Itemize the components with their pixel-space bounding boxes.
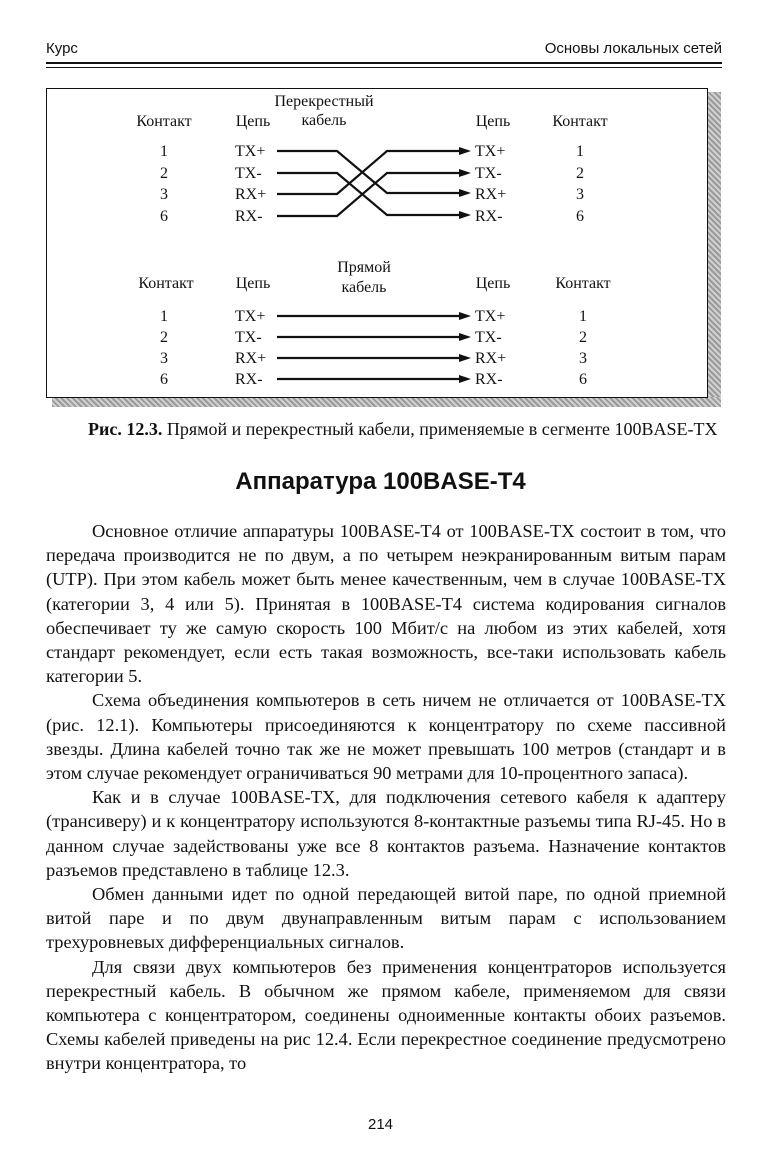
figure-caption (88, 418, 728, 440)
straight-col-contact-right: Контакт (555, 275, 611, 292)
paragraph: Как и в случае 100BASE-TX, для подключения сетевого кабеля к адаптеру (трансиверу) и к концентратору используются 8-контактные разъемы типа RJ-45. Но в данном случае задействованы уже все 8 контактов разъема. Назначение контактов разъемов представлено в таблице 12.3. (46, 787, 726, 880)
body-text (46, 519, 726, 1076)
straight-chain-left: RX+ (235, 350, 267, 367)
straight-chain-right: TX+ (475, 308, 506, 325)
paragraph: Схема объединения компьютеров в сеть ничем не отличается от 100BASE-TX (рис. 12.1). Компьютеры присоединяются к концентратору по схеме пассивной звезды. Длина кабелей точно так же не может превышать 100 метров (стандарт и в этом случае рекомендует ограничиваться 90 метрами для 10-процентного запаса). (46, 690, 726, 784)
running-header (46, 40, 722, 60)
crossover-contact-left: 6 (160, 208, 168, 225)
cable-diagram-figure (46, 88, 708, 398)
straight-chain-left: TX- (235, 329, 262, 346)
crossover-label-1: Перекрестный (274, 93, 374, 110)
section-heading: Аппаратура 100BASE-T4 (235, 468, 526, 495)
straight-arrowheads (459, 312, 471, 383)
straight-chain-left: RX- (235, 371, 263, 388)
crossover-chain-left: RX+ (235, 186, 267, 203)
crossover-arrowheads (459, 147, 471, 219)
crossover-contact-left: 3 (160, 186, 168, 203)
straight-contact-left: 3 (160, 350, 168, 367)
crossover-contact-left: 2 (160, 165, 168, 182)
straight-chain-right: TX- (475, 329, 502, 346)
crossover-chain-right: RX+ (475, 186, 507, 203)
straight-contact-left: 2 (160, 329, 168, 346)
crossover-contact-right: 3 (576, 186, 584, 203)
straight-col-contact-left: Контакт (138, 275, 194, 292)
straight-contact-left: 6 (160, 371, 168, 388)
straight-col-chain-left: Цепь (235, 275, 271, 292)
figure-caption-label: Рис. 12.3. (88, 419, 163, 439)
paragraph: Основное отличие аппаратуры 100BASE-T4 от 100BASE-TX состоит в том, что передача производится не по двум, а по четырем неэкранированным витым парам (UTP). При этом кабель может быть менее качественным, чем в случае 100BASE-TX (категории 3, 4 или 5). Принятая в 100BASE-T4 система кодирования сигналов обеспечивает ту же самую скорость 100 Мбит/с на любом из этих кабелей, хотя стандарт рекомендует, если есть такая возможность, все-таки использовать кабель категории 5. (46, 521, 726, 687)
crossover-chain-right: TX- (475, 165, 502, 182)
crossover-chain-left: TX+ (235, 143, 266, 160)
straight-chain-left: TX+ (235, 308, 266, 325)
crossover-chain-left: TX- (235, 165, 262, 182)
figure-shadow-right (708, 92, 721, 404)
page-number: 214 (367, 1116, 394, 1133)
crossover-chain-right: RX- (475, 208, 503, 225)
straight-wires (277, 316, 465, 379)
straight-contact-right: 6 (579, 371, 587, 388)
straight-contact-right: 3 (579, 350, 587, 367)
straight-label-1: Прямой (337, 259, 391, 276)
crossover-col-chain-left: Цепь (235, 113, 271, 130)
crossover-label-2: кабель (301, 112, 347, 129)
straight-contact-left: 1 (160, 308, 168, 325)
crossover-col-contact-right: Контакт (552, 113, 608, 130)
header-rule (46, 62, 722, 64)
crossover-contact-right: 2 (576, 165, 584, 182)
header-rule-thin (46, 67, 722, 68)
crossover-col-contact-left: Контакт (136, 113, 192, 130)
crossover-col-chain-right: Цепь (475, 113, 511, 130)
straight-chain-right: RX+ (475, 350, 507, 367)
crossover-chain-left: RX- (235, 208, 263, 225)
crossover-chain-right: TX+ (475, 143, 506, 160)
straight-label-2: кабель (341, 279, 387, 296)
crossover-contact-right: 1 (576, 143, 584, 160)
cable-diagram (47, 89, 707, 397)
paragraph: Для связи двух компьютеров без применения концентраторов используется перекрестный кабель. В обычном же прямом кабеле, применяемом для связи компьютера с концентратором, соединены одноименные контакты обоих разъемов. Схемы кабелей приведены на рис 12.4. Если перекрестное соединение предусмотрено внутри концентратора, то (46, 956, 726, 1074)
figure-shadow-bottom (52, 397, 721, 407)
header-book-title: Основы локальных сетей (544, 40, 722, 57)
paragraph: Обмен данными идет по одной передающей витой паре, по одной приемной витой паре и по двум двунаправленным витым парам с использованием трехуровневых дифференциальных сигналов. (46, 884, 726, 953)
header-course: Курс (46, 40, 78, 57)
figure-caption-text: Прямой и перекрестный кабели, применяемые в сегменте 100BASE-TX (162, 419, 718, 439)
straight-contact-right: 1 (579, 308, 587, 325)
straight-col-chain-right: Цепь (475, 275, 511, 292)
crossover-contact-left: 1 (160, 143, 168, 160)
straight-contact-right: 2 (579, 329, 587, 346)
crossover-wires (277, 151, 465, 216)
crossover-contact-right: 6 (576, 208, 584, 225)
straight-chain-right: RX- (475, 371, 503, 388)
